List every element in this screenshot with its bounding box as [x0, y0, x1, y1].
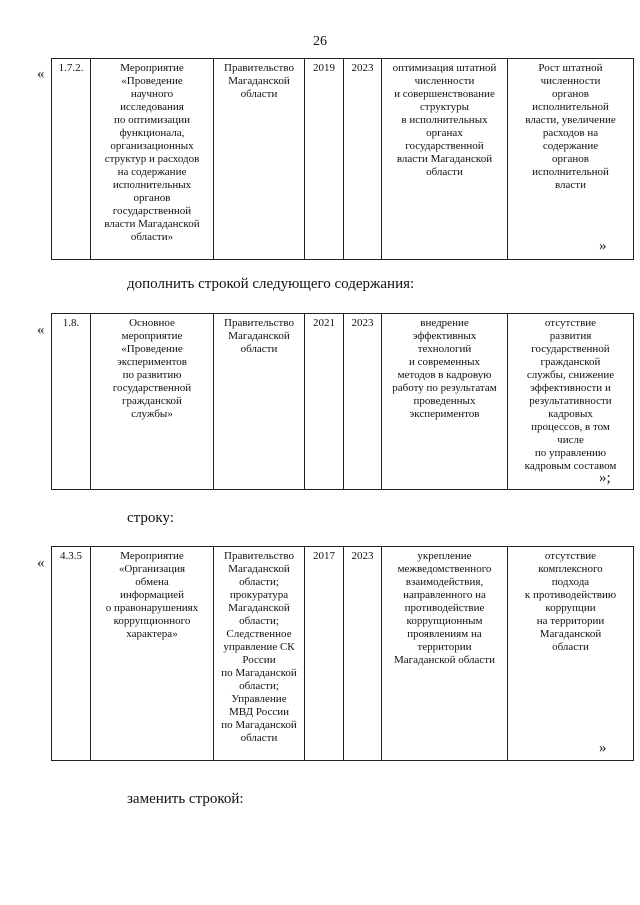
cell-year-start: 2019: [305, 59, 344, 260]
cell-executor: Правительство Магаданской области: [214, 314, 305, 490]
open-quote: «: [37, 322, 45, 338]
cell-event-name: Мероприятие «Организация обмена информацией о правонарушениях коррупционного характера»: [91, 547, 214, 761]
table-row-4-3-5: [51, 546, 634, 761]
open-quote: «: [37, 555, 45, 571]
page-number: 26: [313, 34, 327, 49]
close-quote: »: [599, 740, 607, 756]
cell-directions: укрепление межведомственного взаимодействия, направленного на противодействие коррупционным проявлениям на территории Магаданской области: [382, 547, 508, 761]
cell-result: отсутствие комплексного подхода к противодействию коррупции на территории Магаданской области: [508, 547, 634, 761]
cell-result: отсутствие развития государственной гражданской службы, снижение эффективности и результативности кадровых процессов, в том числе по управлению кадровым составом: [508, 314, 634, 490]
cell-year-start: 2021: [305, 314, 344, 490]
instruction-replace: заменить строкой:: [127, 791, 244, 807]
cell-executor: Правительство Магаданской области; прокуратура Магаданской области; Следственное управление СК России по Магаданской области; Управление МВД России по Магаданской области: [214, 547, 305, 761]
table-row-1-8: [51, 313, 634, 490]
cell-year-start: 2017: [305, 547, 344, 761]
cell-number: 1.8.: [52, 314, 91, 490]
cell-year-end: 2023: [344, 59, 382, 260]
instruction-row: строку:: [127, 510, 174, 526]
cell-directions: оптимизация штатной численности и совершенствование структуры в исполнительных органах государственной власти Магаданской области: [382, 59, 508, 260]
close-quote: »;: [599, 470, 611, 486]
cell-event-name: Мероприятие «Проведение научного исследования по оптимизации функционала, организационных структур и расходов на содержание исполнительных органов государственной власти Магаданской области»: [91, 59, 214, 260]
cell-executor: Правительство Магаданской области: [214, 59, 305, 260]
cell-number: 1.7.2.: [52, 59, 91, 260]
cell-year-end: 2023: [344, 547, 382, 761]
cell-number: 4.3.5: [52, 547, 91, 761]
instruction-add-row: дополнить строкой следующего содержания:: [127, 276, 415, 292]
table-row-1-7-2: [51, 58, 634, 260]
cell-result: Рост штатной численности органов исполнительной власти, увеличение расходов на содержание органов исполнительной власти: [508, 59, 634, 260]
close-quote: »: [599, 238, 607, 254]
cell-event-name: Основное мероприятие «Проведение экспериментов по развитию государственной гражданской службы»: [91, 314, 214, 490]
open-quote: «: [37, 66, 45, 82]
cell-year-end: 2023: [344, 314, 382, 490]
cell-directions: внедрение эффективных технологий и современных методов в кадровую работу по результатам проведенных экспериментов: [382, 314, 508, 490]
